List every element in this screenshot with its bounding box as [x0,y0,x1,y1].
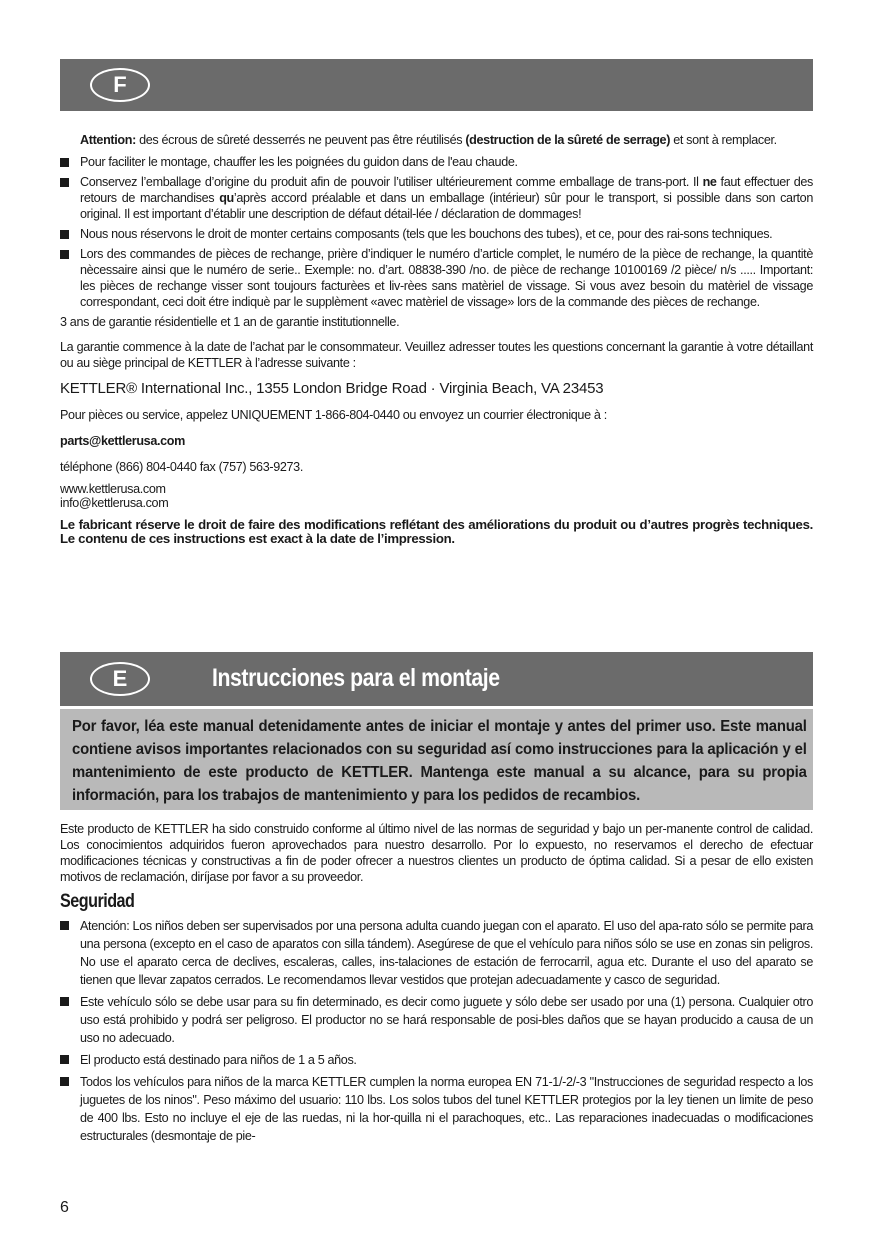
attention-text: des écrous de sûreté desserrés ne peuvent pas être réutilisés [135,133,466,147]
list-item [60,917,813,989]
list-item-text: Todos los vehículos para niños de la marca KETTLER cumplen la norma europea EN 71-1/-2/-3 "Instrucciones de seguridad respecto a los juguetes de los ninos". Peso máximo del usuario: 110 lbs. Los solos tubos del tunel KETTLER protegios por la ley tienen un limite de peso de 400 lbs. Esto no incluye el eje de las ruedas, ni la hor-quilla ni el parachoques, etc.. Las reparaciones inadecuadas o modificaciones estructurales (desmontaje de pie- [80,1075,813,1143]
attention-bold: (destruction de la sûreté de serrage) [465,133,671,147]
list-item-text: El producto está destinado para niños de 1 a 5 años. [80,1053,357,1067]
language-badge-e: E [90,662,150,696]
website-link[interactable]: www.kettlerusa.com [60,482,166,496]
spanish-content [60,821,813,1149]
page-number: 6 [60,1199,69,1216]
list-item [60,174,813,222]
notice-text: Por favor, léa este manual detenidamente antes de iniciar el montaje y antes del primer uso. Este manual contiene avisos importantes relacionados con su seguridad así como instrucciones para la aplicación y el mantenimiento de este producto de KETTLER. Mantenga este manual a su alcance, para su propia información, para los trabajos de mantenimiento y para los pedidos de recambios. [72,718,807,804]
attention-label: Attention: [80,133,136,147]
list-item-text: ’après accord préalable et dans un emballage (intérieur) sûr pour le transport, si possible dans son carton original. Il est important d’établir une description de défaut détail-lée / déclaration de dommages! [80,191,813,221]
bullet-icon [60,178,69,187]
bullet-icon [60,1055,69,1064]
list-item-text: Conservez l’emballage d’origine du produit afin de pouvoir l’utiliser ultérieurement comme emballage de trans-port. Il [80,175,703,189]
section-title: Instrucciones para el montaje [212,664,500,692]
attention-note [60,130,813,150]
list-item [60,154,813,170]
bullet-icon [60,921,69,930]
list-item [60,1073,813,1145]
attention-end: et sont à remplacer. [670,133,777,147]
info-email-link[interactable]: info@kettlerusa.com [60,496,169,510]
bold-word: ne [702,175,717,189]
bold-word: qu [219,191,234,205]
bullet-icon [60,997,69,1006]
list-item-text: Pour faciliter le montage, chauffer les les poignées du guidon dans de l'eau chaude. [80,155,518,169]
list-item-text: Lors des commandes de pièces de rechange, prière d’indiquer le numéro d’article complet, le numéro de la pièce de rechange, la quantitè nècessaire ainsi que le numéro de serie.. Exemple: no. d’art. 08838-390 /no. de pièce de rechange 10100169 /2 pièce/ n/s ..... Important: les pièces de rechange visser sont toujours facturèes et liv-rèes sans matèriel de vissage. Si vous avez besoin du matèriel de vissage correspondant, ceci doit étre indiquè par le supplèment «avec matèriel de vissage» lors de la commande des pièces de rechange. [80,247,813,309]
warranty-text: 3 ans de garantie résidentielle et 1 an de garantie institutionnelle. [60,315,400,329]
list-item-text: faut effectuer des retours de marchandises [80,175,813,205]
list-item [60,1051,813,1069]
safety-heading: Seguridad [60,891,135,912]
list-item-text: Nous nous réservons le droit de monter certains composants (tels que les bouchons des tubes), et ce, pour des rai-sons techniques. [80,227,773,241]
list-item-text: Este vehículo sólo se debe usar para su fin determinado, es decir como juguete y sólo debe ser usado por una (1) persona. Cualquier otro uso está prohibido y podrá ser peligroso. El productor no se hará responsable de posi-bles daños que se hayan producido a causa de un uso no adecuado. [80,995,813,1045]
list-item [60,246,813,310]
list-item [60,226,813,242]
french-content [60,130,813,546]
bullet-icon [60,230,69,239]
phone-fax-text: téléphone (866) 804-0440 fax (757) 563-9273. [60,460,303,474]
spanish-section-header [60,652,813,706]
notice-box [60,709,813,810]
parts-service-text: Pour pièces ou service, appelez UNIQUEMENT 1-866-804-0440 ou envoyez un courrier électronique à : [60,408,607,422]
disclaimer-text: Le fabricant réserve le droit de faire des modifications reflétant des améliorations du produit ou d’autres progrès techniques. Le contenu de ces instructions est exact à la date de l’impression. [60,517,813,546]
bullet-icon [60,1077,69,1086]
bullet-icon [60,250,69,259]
company-address: KETTLER® International Inc., 1355 London Bridge Road · Virginia Beach, VA 23453 [60,380,604,397]
french-section-header [60,59,813,111]
parts-email-link[interactable]: parts@kettlerusa.com [60,434,185,448]
bullet-icon [60,158,69,167]
list-item-text: Atención: Los niños deben ser supervisados por una persona adulta cuando juegan con el aparato. El uso del apa-rato sólo se permite para una persona (excepto en el caso de aparatos con silla tándem). Asegúrese de que el vehículo para niños sólo se use en zonas sin peligros. No use el aparato cerca de declives, escaleras, calles, ins-talaciones de estación de ferrocarril, agua etc. Durante el uso del aparato se tienen que llevar zapatos cerrados. Le recomendamos llevar vestidos que protejan adecuadamente y casco de seguridad. [80,919,813,987]
list-item [60,993,813,1047]
warranty-start-text: La garantie commence à la date de l’achat par le consommateur. Veuillez adresser toutes les questions concernant la garantie à votre détaillant ou au siège principal de KETTLER à l’adresse suivante : [60,340,813,370]
language-badge-f: F [90,68,150,102]
intro-text: Este producto de KETTLER ha sido construido conforme al último nivel de las normas de seguridad y bajo un per-manente control de calidad. Los conocimientos adquiridos fueron aprovechados para nuestro desarrollo. Por lo expuesto, no reservamos el derecho de efectuar modificaciones técnicas y constructivas a fin de poder ofrecer a nuestros clientes un producto de óptima calidad. Si a pesar de ello existen motivos de reclamación, diríjase por favor a su proveedor. [60,822,813,884]
